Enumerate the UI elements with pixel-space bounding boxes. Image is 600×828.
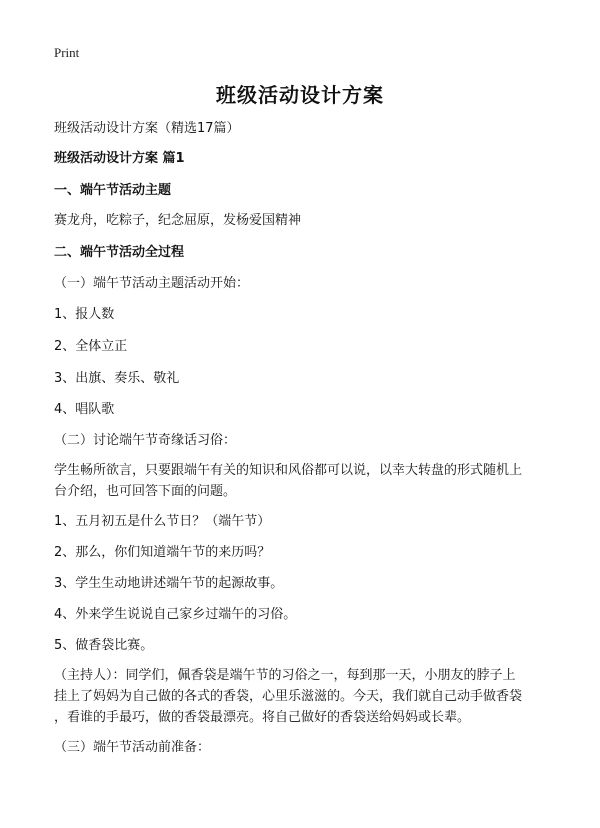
list-item: 4、外来学生说说自己家乡过端午的习俗。	[54, 607, 297, 622]
list-item: 3、学生生动地讲述端午节的起源故事。	[54, 576, 284, 591]
list-item: 1、报人数	[54, 307, 115, 322]
list-item: 2、那么，你们知道端午节的来历吗？	[54, 545, 271, 560]
step3-heading: （三）端午节活动前准备：	[54, 740, 211, 755]
step1-heading: （一）端午节活动主题活动开始：	[54, 276, 250, 291]
list-item: 5、做香袋比赛。	[54, 638, 154, 653]
list-item: 2、全体立正	[54, 339, 128, 354]
heading-activity-process: 二、端午节活动全过程	[54, 245, 185, 260]
document-subtitle: 班级活动设计方案（精选17篇）	[54, 121, 240, 136]
list-item: 1、五月初五是什么节日？（端午节）	[54, 514, 271, 529]
print-label: Print	[54, 45, 80, 60]
heading-activity-theme: 一、端午节活动主题	[54, 183, 172, 198]
theme-text: 赛龙舟，吃粽子，纪念屈原，发杨爱国精神	[54, 213, 302, 228]
host-paragraph: （主持人）：同学们，佩香袋是端午节的习俗之一，每到那一天，小朋友的脖子上 挂上了妈妈为自己做的各式的香袋，心里乐滋滋的。今天，我们就自己动手做香袋 ，看谁的手最巧，做的香袋最漂亮。将自己做好的香袋送给妈妈或长辈。	[54, 668, 523, 725]
document-title: 班级活动设计方案	[216, 83, 384, 107]
step2-heading: （二）讨论端午节奇缘话习俗：	[54, 433, 237, 448]
section-heading: 班级活动设计方案 篇1	[54, 151, 185, 166]
list-item: 3、出旗、奏乐、敬礼	[54, 371, 180, 386]
step2-intro: 学生畅所欲言，只要跟端午有关的知识和风俗都可以说，以幸大转盘的形式随机上 台介绍，也可回答下面的问题。	[54, 463, 523, 499]
list-item: 4、唱队歌	[54, 402, 115, 417]
